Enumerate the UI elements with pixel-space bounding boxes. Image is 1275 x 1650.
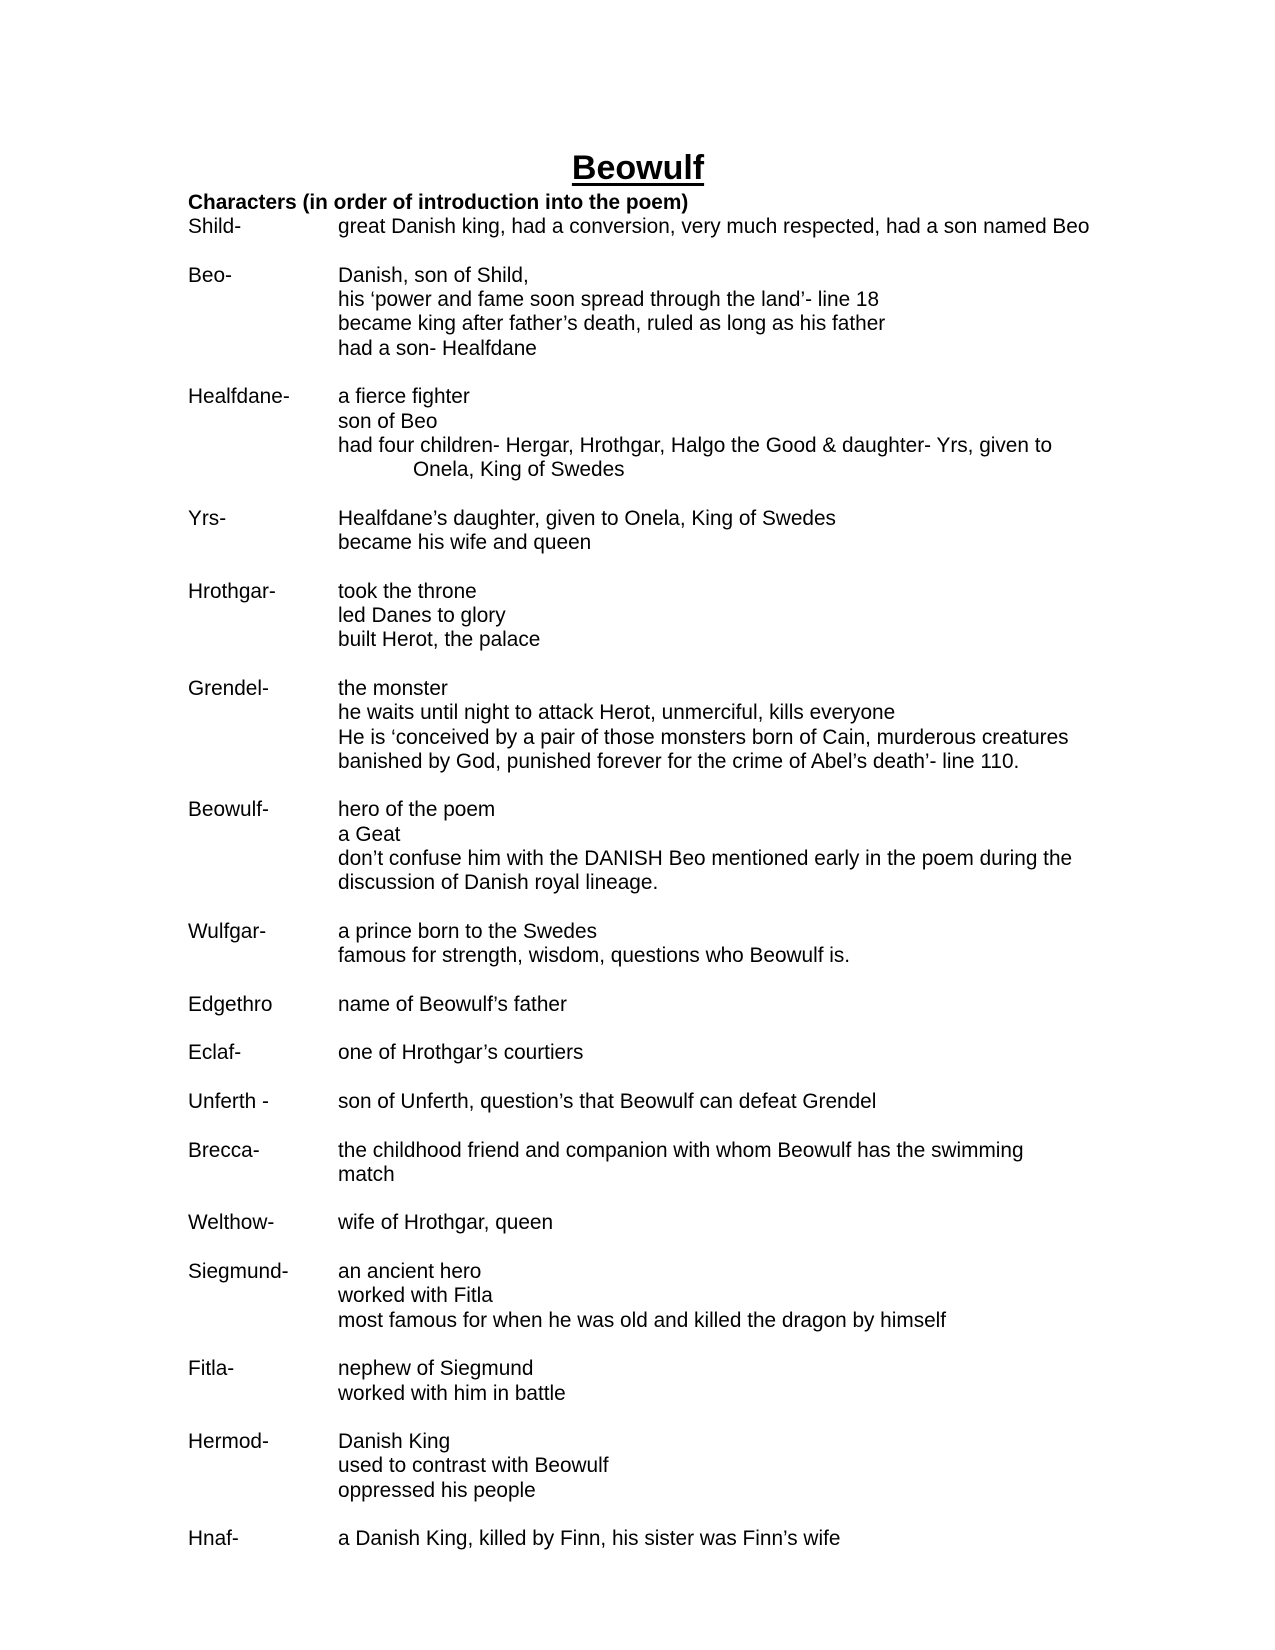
description-line: nephew of Siegmund bbox=[338, 1357, 534, 1381]
description-line: Danish, son of Shild, bbox=[338, 263, 529, 287]
character-description bbox=[338, 385, 1088, 482]
document-title: Beowulf bbox=[571, 149, 705, 187]
description-line: became his wife and queen bbox=[338, 531, 592, 555]
description-line: a Danish King, killed by Finn, his sister was Finn’s wife bbox=[338, 1527, 841, 1551]
description-line: led Danes to glory bbox=[338, 604, 506, 628]
character-name: Fitla- bbox=[188, 1357, 235, 1381]
character-entry bbox=[188, 507, 1088, 556]
character-name: Eclaf- bbox=[188, 1041, 242, 1065]
description-line: Onela, King of Swedes bbox=[413, 458, 625, 482]
character-name: Beo- bbox=[188, 263, 232, 287]
character-name: Hnaf- bbox=[188, 1527, 239, 1551]
character-entry bbox=[188, 215, 1088, 239]
character-entry bbox=[188, 1260, 1088, 1333]
character-entry bbox=[188, 1211, 1088, 1235]
character-description bbox=[338, 1090, 1088, 1114]
character-description bbox=[338, 264, 1088, 361]
description-line: used to contrast with Beowulf bbox=[338, 1454, 609, 1478]
description-line: Healfdane’s daughter, given to Onela, King of Swedes bbox=[338, 506, 836, 530]
description-line: a prince born to the Swedes bbox=[338, 919, 597, 943]
character-description bbox=[338, 507, 1088, 556]
character-description bbox=[338, 1430, 1088, 1503]
character-description bbox=[338, 1527, 1088, 1551]
character-description bbox=[338, 215, 1088, 239]
description-line: banished by God, punished forever for the crime of Abel’s death’- line 110. bbox=[338, 749, 1020, 773]
character-entry bbox=[188, 1430, 1088, 1503]
character-entry bbox=[188, 580, 1088, 653]
character-description bbox=[338, 1260, 1088, 1333]
character-entry bbox=[188, 993, 1088, 1017]
description-line: built Herot, the palace bbox=[338, 628, 541, 652]
description-line: a Geat bbox=[338, 822, 401, 846]
description-line: discussion of Danish royal lineage. bbox=[338, 871, 659, 895]
character-entry bbox=[188, 385, 1088, 482]
description-line: had a son- Healfdane bbox=[338, 336, 537, 360]
character-description bbox=[338, 677, 1088, 774]
character-entry bbox=[188, 1527, 1088, 1551]
description-line: match bbox=[338, 1162, 395, 1186]
description-line: don’t confuse him with the DANISH Beo mentioned early in the poem during the bbox=[338, 847, 1073, 871]
description-line: the monster bbox=[338, 676, 448, 700]
description-line: he waits until night to attack Herot, unmerciful, kills everyone bbox=[338, 701, 896, 725]
character-name: Grendel- bbox=[188, 676, 269, 700]
character-name: Siegmund- bbox=[188, 1260, 289, 1284]
character-description bbox=[338, 1211, 1088, 1235]
character-description bbox=[338, 798, 1088, 895]
description-line: had four children- Hergar, Hrothgar, Halgo the Good & daughter- Yrs, given to bbox=[338, 433, 1053, 457]
character-entry bbox=[188, 677, 1088, 774]
character-name: Hrothgar- bbox=[188, 579, 276, 603]
description-line: one of Hrothgar’s courtiers bbox=[338, 1041, 584, 1065]
description-line: Danish King bbox=[338, 1430, 451, 1454]
character-name: Unferth - bbox=[188, 1089, 269, 1113]
character-description bbox=[338, 920, 1088, 969]
characters-section-heading: Characters (in order of introduction into the poem) bbox=[188, 191, 689, 214]
character-name: Yrs- bbox=[188, 506, 227, 530]
description-line: worked with Fitla bbox=[338, 1284, 493, 1308]
character-description bbox=[338, 1357, 1088, 1406]
description-line: great Danish king, had a conversion, very much respected, had a son named Beo bbox=[338, 215, 1090, 239]
description-line: an ancient hero bbox=[338, 1260, 482, 1284]
description-line: became king after father’s death, ruled as long as his father bbox=[338, 312, 886, 336]
description-line: the childhood friend and companion with whom Beowulf has the swimming bbox=[338, 1138, 1024, 1162]
character-name: Wulfgar- bbox=[188, 919, 267, 943]
character-entry bbox=[188, 1357, 1088, 1406]
description-line: oppressed his people bbox=[338, 1478, 536, 1502]
character-entry bbox=[188, 1041, 1088, 1065]
description-line: a fierce fighter bbox=[338, 385, 470, 409]
description-line: son of Unferth, question’s that Beowulf can defeat Grendel bbox=[338, 1089, 877, 1113]
description-line: wife of Hrothgar, queen bbox=[338, 1211, 554, 1235]
character-name: Welthow- bbox=[188, 1211, 275, 1235]
character-name: Healfdane- bbox=[188, 385, 290, 409]
character-name: Brecca- bbox=[188, 1138, 260, 1162]
character-list bbox=[188, 215, 1088, 1551]
description-line: most famous for when he was old and killed the dragon by himself bbox=[338, 1308, 947, 1332]
character-name: Edgethro bbox=[188, 992, 273, 1016]
character-description bbox=[338, 993, 1088, 1017]
character-entry bbox=[188, 264, 1088, 361]
character-name: Shild- bbox=[188, 215, 242, 239]
character-description bbox=[338, 1041, 1088, 1065]
description-line: took the throne bbox=[338, 579, 477, 603]
description-line: famous for strength, wisdom, questions who Beowulf is. bbox=[338, 944, 851, 968]
description-line: He is ‘conceived by a pair of those monsters born of Cain, murderous creatures bbox=[338, 725, 1069, 749]
description-line: son of Beo bbox=[338, 409, 438, 433]
description-line: name of Beowulf’s father bbox=[338, 992, 567, 1016]
description-line: hero of the poem bbox=[338, 798, 496, 822]
character-entry bbox=[188, 1139, 1088, 1188]
character-entry bbox=[188, 1090, 1088, 1114]
character-entry bbox=[188, 798, 1088, 895]
description-line: worked with him in battle bbox=[338, 1381, 566, 1405]
character-entry bbox=[188, 920, 1088, 969]
character-description bbox=[338, 1139, 1088, 1188]
character-name: Hermod- bbox=[188, 1430, 269, 1454]
character-name: Beowulf- bbox=[188, 798, 269, 822]
description-line: his ‘power and fame soon spread through the land’- line 18 bbox=[338, 288, 880, 312]
character-description bbox=[338, 580, 1088, 653]
